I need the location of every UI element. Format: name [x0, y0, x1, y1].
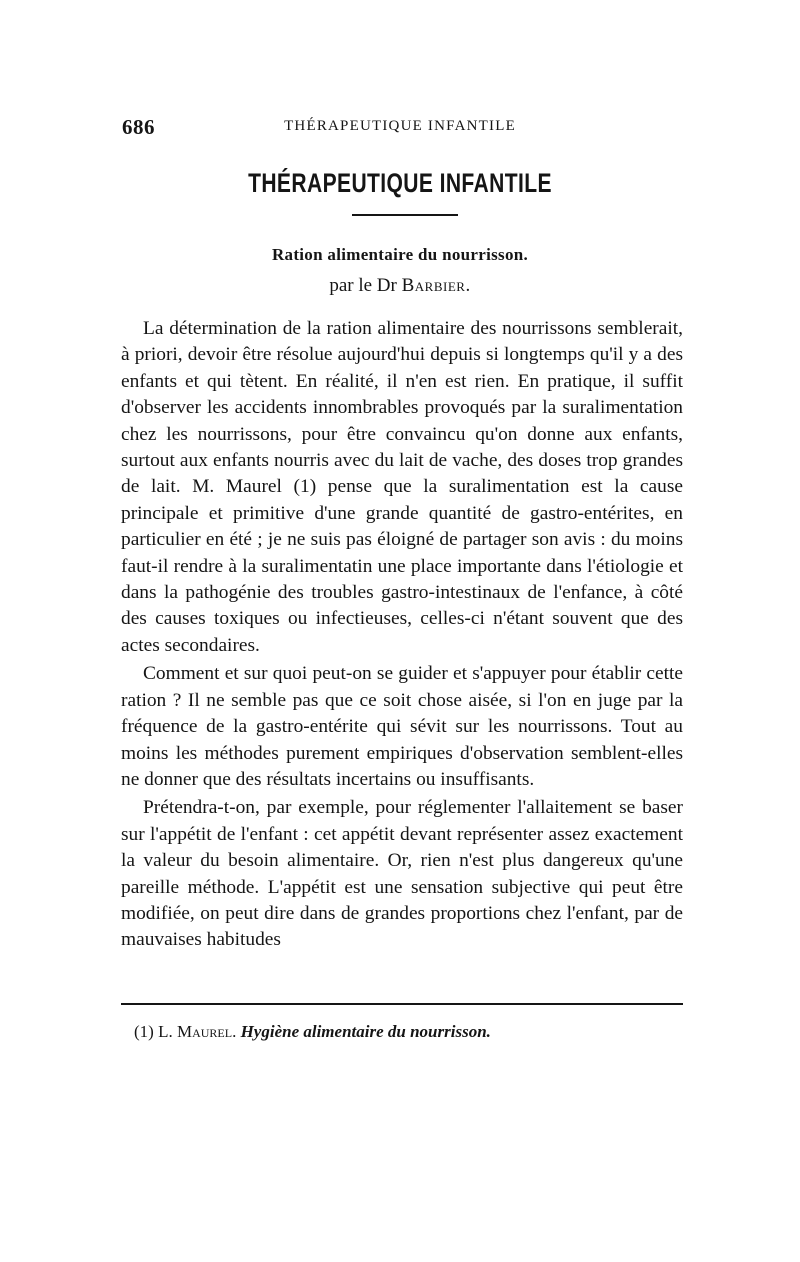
article-subtitle: Ration alimentaire du nourrisson.	[271, 245, 529, 264]
byline	[0, 275, 800, 297]
paragraph: Comment et sur quoi peut-on se guider et s'appuyer pour établir cette ration ? Il ne semble pas que ce soit chose aisée, si l'on en juge par la fréquence de la gastro-entérite qui sévit sur les nourrissons. Tout au moins les méthodes purement empiriques d'observation semblent-elles ne donner que des résultats incertains ou insuffisants.	[121, 663, 683, 790]
running-head: THÉRAPEUTIQUE INFANTILE	[284, 118, 516, 134]
author-name: Barbier.	[401, 275, 471, 296]
footnote-author: L. Maurel.	[158, 1022, 237, 1041]
paragraph: Prétendra-t-on, par exemple, pour réglementer l'allaitement se baser sur l'appétit de l'enfant : cet appétit devant représenter assez exactement la valeur du besoin alimentaire. Or, rien n'est plus dangereux qu'une pareille méthode. L'appétit est une sensation subjective qui peut être modifiée, on peut dire dans de grandes proportions chez l'enfant, par de mauvaises habitudes	[121, 797, 683, 951]
byline-prefix: par le Dr	[329, 275, 397, 296]
paragraph: La détermination de la ration alimentaire des nourrissons semblerait, à priori, devoir être résolue aujourd'hui depuis si longtemps qu'il y a des enfants et qui tètent. En réalité, il n'en est rien. En pratique, il suffit d'observer les accidents innombrables provoqués par la suralimentation chez les nourrissons, pour être convaincu qu'on donne aux enfants, surtout aux enfants nourris avec du lait de vache, des doses trop grandes de lait. M. Maurel (1) pense que la suralimentation est la cause principale et primitive d'une grande quantité de gastro-entérites, en particulier en été ; je ne suis pas éloigné de partager son avis : du moins faut-il rendre à la suralimentatin une place importante dans l'étiologie et dans la pathogénie des troubles gastro-intestinaux de l'enfance, à côté des causes toxiques ou infectieuses, celles-ci n'étant souvent que des actes secondaires.	[121, 318, 683, 656]
footnote-work: Hygiène alimentaire du nourrisson.	[240, 1022, 491, 1041]
footnote-divider	[121, 1003, 683, 1005]
page-number: 686	[122, 115, 155, 139]
title-divider	[352, 214, 458, 216]
footnote-marker: (1)	[134, 1022, 154, 1041]
article-body	[121, 316, 683, 954]
section-title: THÉRAPEUTIQUE INFANTILE	[248, 168, 552, 198]
footnote	[134, 1022, 491, 1042]
